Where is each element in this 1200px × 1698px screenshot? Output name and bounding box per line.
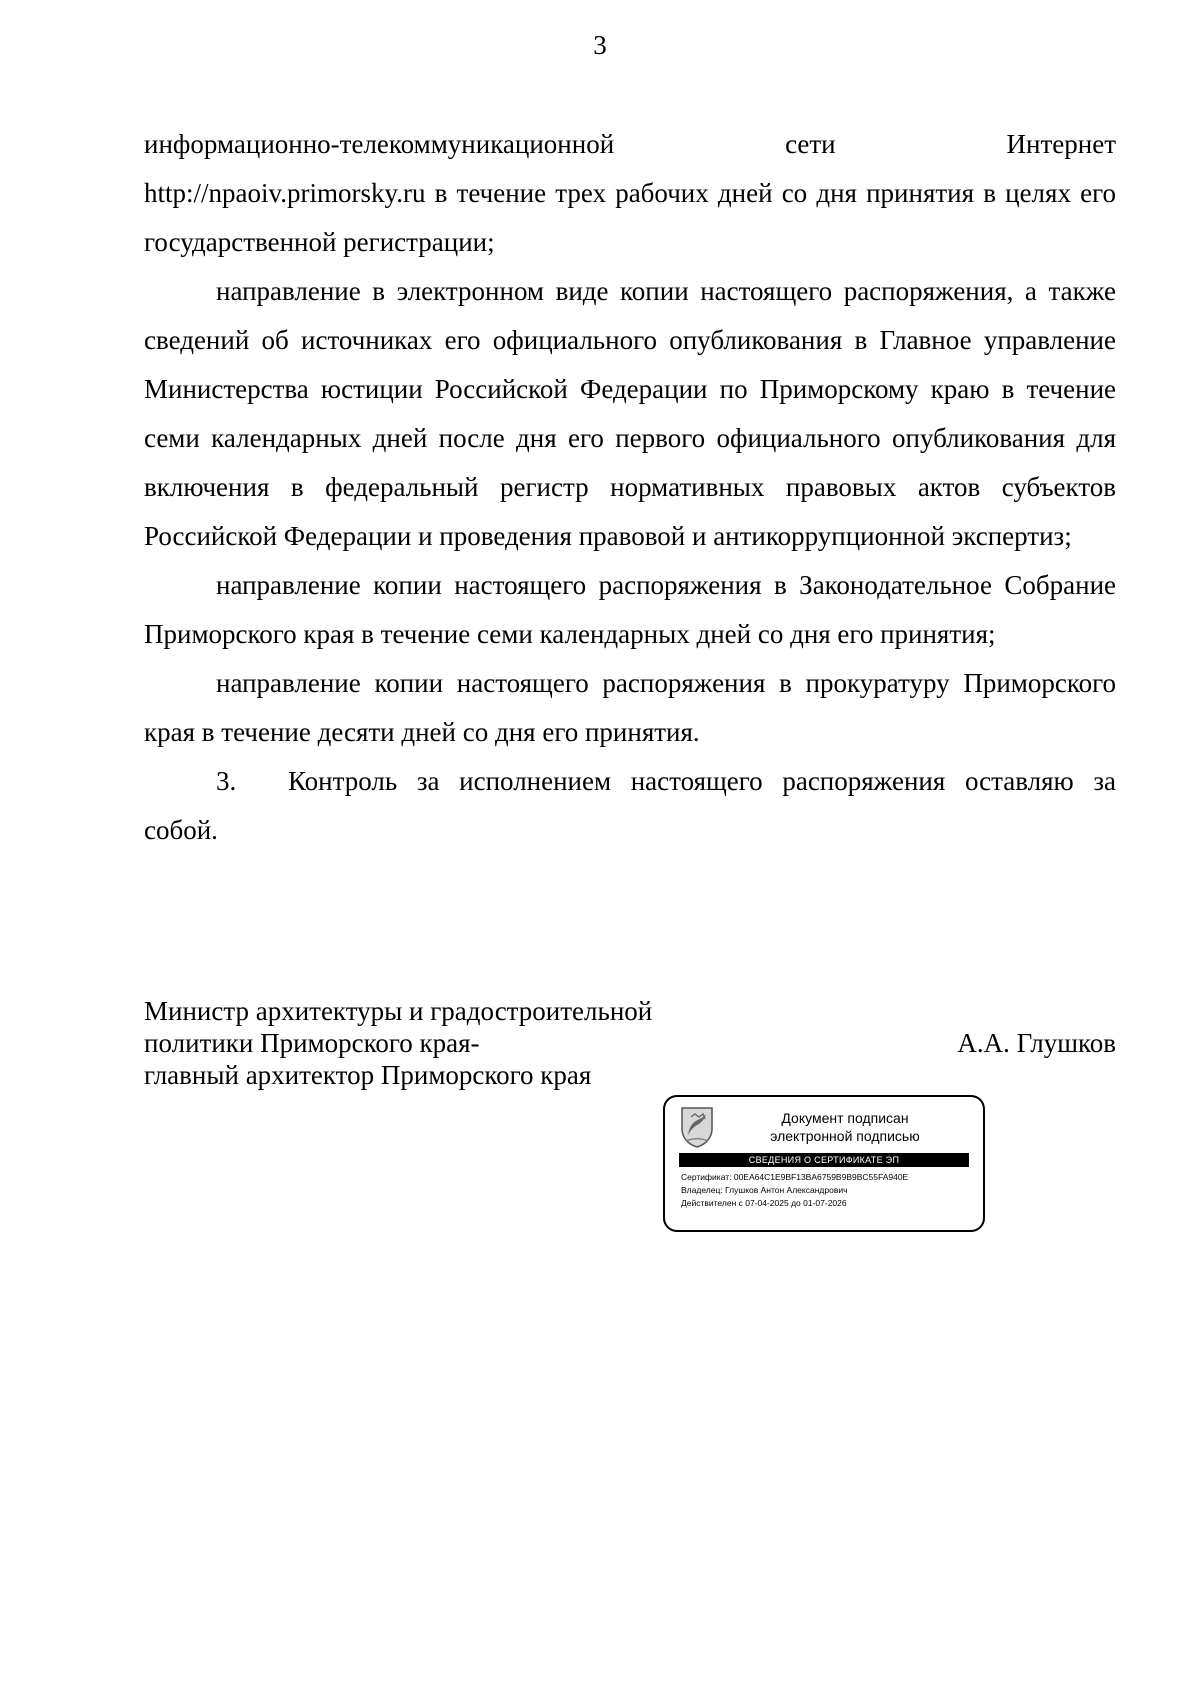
paragraph-4: направление копии настоящего распоряжения в прокуратуру Приморского края в течение десяти дней со дня его принятия. <box>144 668 1116 747</box>
word: сети <box>785 129 836 159</box>
signatory-name: А.А. Глушков <box>957 1028 1116 1058</box>
word: информационно-телекоммуникационной <box>144 129 615 159</box>
certificate-info-header: СВЕДЕНИЯ О СЕРТИФИКАТЕ ЭП <box>679 1153 969 1167</box>
certificate-details <box>681 1171 908 1210</box>
stamp-title-line: электронной подписью <box>770 1128 920 1144</box>
certificate-owner: Владелец: Глушков Антон Александрович <box>681 1185 848 1195</box>
certificate-number: Сертификат: 00EA64C1E9BF13BA6759B9B9BC55FA940E <box>681 1172 909 1182</box>
stamp-title <box>725 1109 965 1145</box>
stamp-title-line: Документ подписан <box>781 1110 909 1126</box>
paragraph-1-continuation: http://npaoiv.primorsky.ru в течение трех рабочих дней со дня принятия в целях его государственной регистрации; <box>144 178 1116 257</box>
position-line: политики Приморского края- <box>144 1028 480 1058</box>
paragraph-3: направление копии настоящего распоряжения в Законодательное Собрание Приморского края в течение семи календарных дней со дня его принятия; <box>144 570 1116 649</box>
signatory-position <box>144 995 652 1091</box>
certificate-validity: Действителен с 07-04-2025 до 01-07-2026 <box>681 1198 847 1208</box>
item-number: 3. <box>216 766 237 796</box>
document-body <box>144 120 1116 855</box>
position-line: главный архитектор Приморского края <box>144 1060 592 1090</box>
paragraph-5 <box>144 757 1116 855</box>
word: Интернет <box>1006 129 1116 159</box>
page-number: 3 <box>593 30 607 60</box>
paragraph-1-first-line <box>144 120 1116 169</box>
position-line: Министр архитектуры и градостроительной <box>144 996 653 1026</box>
coat-of-arms-emblem-icon <box>679 1105 715 1149</box>
electronic-signature-stamp <box>663 1095 985 1232</box>
item-text: Контроль за исполнением настоящего распоряжения оставляю за собой. <box>144 766 1116 845</box>
paragraph-2: направление в электронном виде копии настоящего распоряжения, а также сведений об источниках его официального опубликования в Главное управление Министерства юстиции Российской Федерации по Приморскому краю в течение семи календарных дней после дня его первого официального опубликования для включения в федеральный регистр нормативных правовых актов субъектов Российской Федерации и проведения правовой и антикоррупционной экспертиз; <box>144 276 1116 551</box>
